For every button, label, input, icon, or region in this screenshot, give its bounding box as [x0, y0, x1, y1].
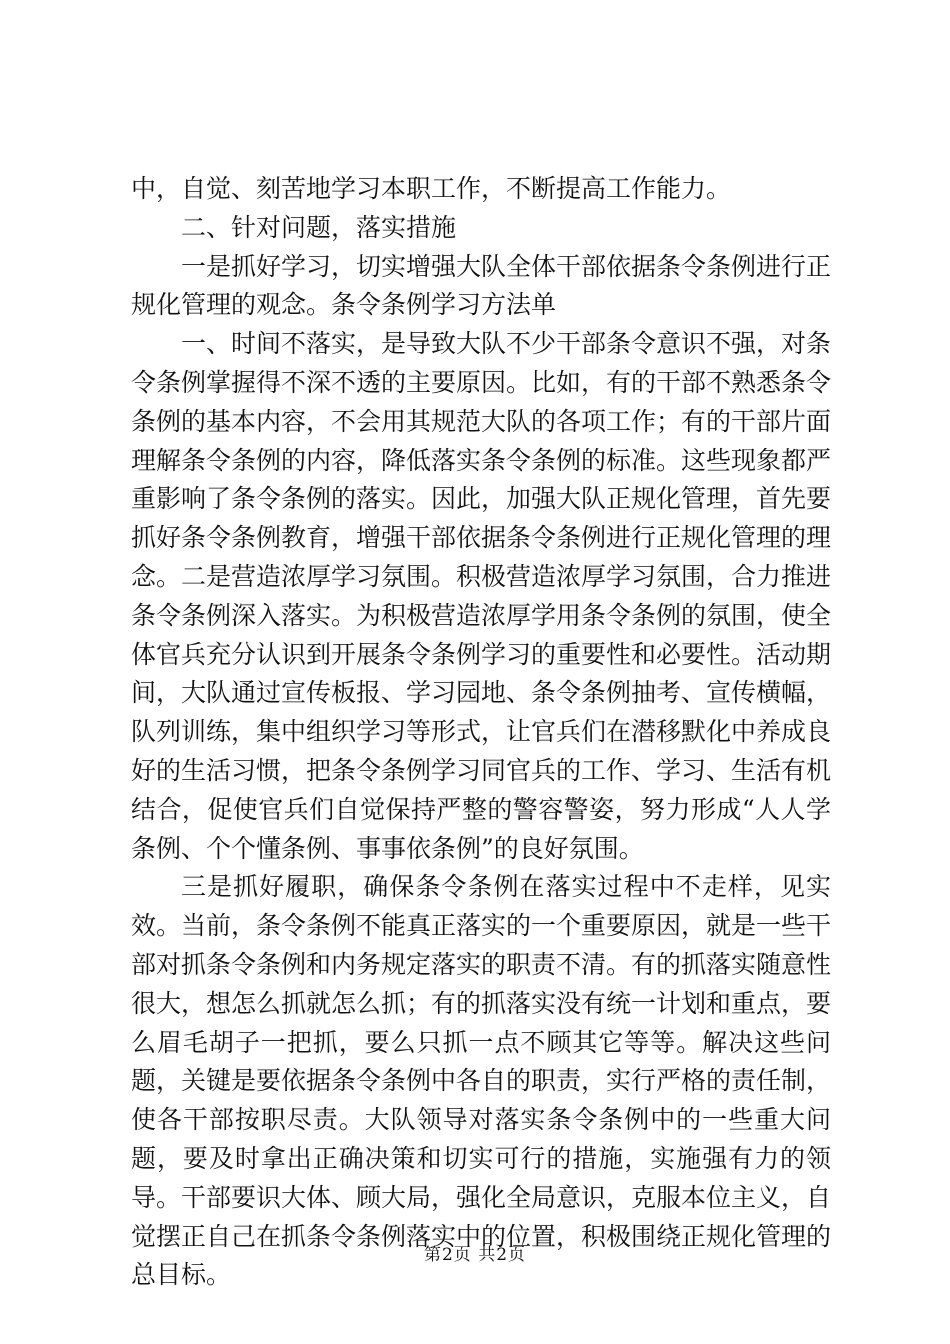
- paragraph: 一、时间不落实，是导致大队不少干部条令意识不强，对条令条例掌握得不深不透的主要原因。比如，有的干部不熟悉条令条例的基本内容，不会用其规范大队的各项工作；有的干部片面理解条令条例的内容，降低落实条令条例的标准。这些现象都严重影响了条令条例的落实。因此，加强大队正规化管理，首先要抓好条令条例教育，增强干部依据条令条例进行正规化管理的理念。二是营造浓厚学习氛围。积极营造浓厚学习氛围，合力推进条令条例深入落实。为积极营造浓厚学用条令条例的氛围，使全体官兵充分认识到开展条令条例学习的重要性和必要性。活动期间，大队通过宣传板报、学习园地、条令条例抽考、宣传横幅，队列训练，集中组织学习等形式，让官兵们在潜移默化中养成良好的生活习惯，把条令条例学习同官兵的工作、学习、生活有机结合，促使官兵们自觉保持严整的警容警姿，努力形成“人人学条例、个个懂条例、事事依条例”的良好氛围。: [131, 329, 832, 863]
- paragraph-continuation: 中，自觉、刻苦地学习本职工作，不断提高工作能力。: [131, 174, 732, 203]
- document-body: [131, 170, 831, 1295]
- page-number-footer: 第2页 共2页: [423, 1245, 527, 1265]
- paragraph: 三是抓好履职，确保条令条例在落实过程中不走样，见实效。当前，条令条例不能真正落实的一个重要原因，就是一些干部对抓条令条例和内务规定落实的职责不清。有的抓落实随意性很大，想怎么抓就怎么抓；有的抓落实没有统一计划和重点，要么眉毛胡子一把抓，要么只抓一点不顾其它等等。解决这些问题，关键是要依据条令条例中各自的职责，实行严格的责任制，使各干部按职尽责。大队领导对落实条令条例中的一些重大问题，要及时拿出正确决策和切实可行的措施，实施强有力的领导。干部要识大体、顾大局，强化全局意识，克服本位主义，自觉摆正自己在抓条令条例落实中的位置，积极围绕正规化管理的总目标。: [131, 872, 832, 1290]
- section-heading: 二、针对问题，落实措施: [181, 212, 457, 242]
- paragraph: 一是抓好学习，切实增强大队全体干部依据条令条例进行正规化管理的观念。条令条例学习方法单: [131, 251, 832, 320]
